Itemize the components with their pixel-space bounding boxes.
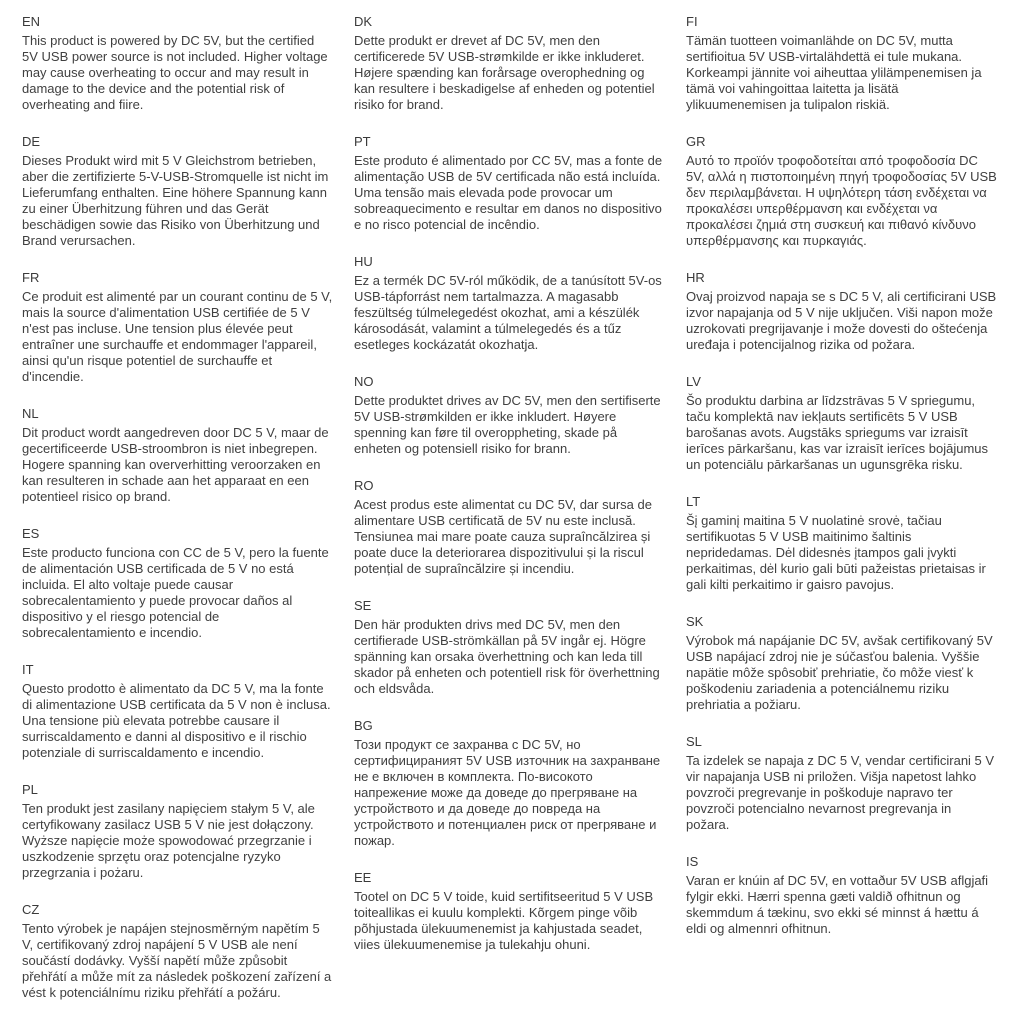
lang-code-ee: EE [354, 870, 372, 885]
section-es [22, 526, 333, 641]
section-en [22, 14, 333, 113]
lang-text-ee: Tootel on DC 5 V toide, kuid sertifitseeritud 5 V USB toiteallikas ei kuulu komplekti. Kõrgem pinge võib põhjustada ülekuumenemist ja kahjustada seadet, viies ülekuumenemise ja tulekahju ohuni. [354, 889, 654, 952]
section-is [686, 854, 997, 937]
lang-text-bg: Този продукт се захранва с DC 5V, но сертифицираният 5V USB източник на захранване не е включен в комплекта. По-високото напрежение може да доведе до прегряване на устройството и да доведе до повреда на устройството и потенциален риск от прегряване и пожар. [354, 737, 661, 848]
section-it [22, 662, 333, 761]
section-fr [22, 270, 333, 385]
column-2 [354, 14, 665, 1022]
lang-code-nl: NL [22, 406, 39, 421]
lang-text-pl: Ten produkt jest zasilany napięciem stałym 5 V, ale certyfikowany zasilacz USB 5 V nie jest dołączony. Wyższe napięcie może spowodować przegrzanie i uszkodzenie sprzętu oraz potencjalne ryzyko przegrzania i pożaru. [22, 801, 315, 880]
lang-text-pt: Este produto é alimentado por CC 5V, mas a fonte de alimentação USB de 5V certificada não está incluída. Uma tensão mais elevada pode provocar um sobreaquecimento e resultar em danos no dispositivo e no risco potencial de incêndio. [354, 153, 663, 232]
section-sk [686, 614, 997, 713]
lang-text-hu: Ez a termék DC 5V-ról működik, de a tanúsított 5V-os USB-tápforrást nem tartalmazza. A magasabb feszültség túlmelegedést okozhat, ami a készülék károsodását, valamint a túlmelegedés és a tűz esetleges kockázatát okozhatja. [354, 273, 662, 352]
section-de [22, 134, 333, 249]
lang-text-en: This product is powered by DC 5V, but the certified 5V USB power source is not included. Higher voltage may cause overheating to occur and may result in damage to the device and the potential risk of overheating and fiire. [22, 33, 328, 112]
section-sl [686, 734, 997, 833]
lang-text-lt: Šį gaminį maitina 5 V nuolatinė srovė, tačiau sertifikuotas 5 V USB maitinimo šaltinis nepridedamas. Dėl didesnės įtampos gali įvykti perkaitimas, dėl kurio gali būti pažeistas prietaisas ir gali kilti perkaitimo ir gaisro pavojus. [686, 513, 986, 592]
lang-code-gr: GR [686, 134, 706, 149]
lang-code-sk: SK [686, 614, 704, 629]
lang-text-sk: Výrobok má napájanie DC 5V, avšak certifikovaný 5V USB napájací zdroj nie je súčasťou balenia. Vyššie napätie môže spôsobiť prehriatie, čo môže viesť k poškodeniu zariadenia a potenciálnemu riziku prehriatia a požiaru. [686, 633, 993, 712]
lang-text-dk: Dette produkt er drevet af DC 5V, men den certificerede 5V USB-strømkilde er ikke inkluderet. Højere spænding kan forårsage overophedning og kan resultere i beskadigelse af enheden og potentiel risiko for brand. [354, 33, 655, 112]
lang-code-hu: HU [354, 254, 373, 269]
lang-code-cz: CZ [22, 902, 40, 917]
lang-text-de: Dieses Produkt wird mit 5 V Gleichstrom betrieben, aber die zertifizierte 5-V-USB-Stromquelle ist nicht im Lieferumfang enthalten. Eine höhere Spannung kann zu einer Überhitzung führen und das Gerät beschädigen sowie das Risiko von Überhitzung und Brand verursachen. [22, 153, 329, 248]
section-pt [354, 134, 665, 233]
section-bg [354, 718, 665, 849]
section-cz [22, 902, 333, 1001]
lang-text-nl: Dit product wordt aangedreven door DC 5 V, maar de gecertificeerde USB-stroombron is niet inbegrepen. Hogere spanning kan oververhitting veroorzaken en kan resulteren in schade aan het apparaat en een potentieel risico op brand. [22, 425, 329, 504]
section-hu [354, 254, 665, 353]
lang-text-lv: Šo produktu darbina ar līdzstrāvas 5 V spriegumu, taču komplektā nav iekļauts sertificēts 5 V USB barošanas avots. Augstāks spriegums var izraisīt ierīces pārkaršanu, kas var izraisīt ierīces bojājumus un potenciālu pārkaršanas un ugunsgrēka risku. [686, 393, 989, 472]
lang-code-pl: PL [22, 782, 38, 797]
lang-code-dk: DK [354, 14, 373, 29]
lang-text-sl: Ta izdelek se napaja z DC 5 V, vendar certificirani 5 V vir napajanja USB ni priložen. Višja napetost lahko povzroči pregrevanje in poškoduje napravo ter povzroči potencialno nevarnost pregrevanja in požara. [686, 753, 995, 832]
lang-text-it: Questo prodotto è alimentato da DC 5 V, ma la fonte di alimentazione USB certificata da 5 V non è inclusa. Una tensione più elevata potrebbe causare il surriscaldamento e danni al dispositivo e il rischio potenziale di surriscaldamento e incendio. [22, 681, 331, 760]
section-lt [686, 494, 997, 593]
section-dk [354, 14, 665, 113]
lang-text-fr: Ce produit est alimenté par un courant continu de 5 V, mais la source d'alimentation USB certifiée de 5 V n'est pas incluse. Une tension plus élevée peut entraîner une surchauffe et endommager l'appareil, ainsi qu'un risque potentiel de surchauffe et d'incendie. [22, 289, 333, 384]
lang-code-bg: BG [354, 718, 373, 733]
section-nl [22, 406, 333, 505]
lang-code-sl: SL [686, 734, 702, 749]
lang-text-es: Este producto funciona con CC de 5 V, pero la fuente de alimentación USB certificada de 5 V no está incluida. El alto voltaje puede causar sobrecalentamiento y puede provocar daños al dispositivo y el riesgo potencial de sobrecalentamiento e incendio. [22, 545, 329, 640]
lang-code-de: DE [22, 134, 41, 149]
column-1 [22, 14, 333, 1022]
lang-text-is: Varan er knúin af DC 5V, en vottaður 5V USB aflgjafi fylgir ekki. Hærri spenna gæti valdið ofhitnun og skemmdum á tækinu, svo ekki sé minnst á hættu á eldi og almennri ofhitnun. [686, 873, 989, 936]
lang-text-no: Dette produktet drives av DC 5V, men den sertifiserte 5V USB-strømkilden er ikke inkludert. Høyere spenning kan føre til overoppheting, skade på enheten og potensiell risiko for brann. [354, 393, 661, 456]
section-gr [686, 134, 997, 249]
lang-code-pt: PT [354, 134, 371, 149]
column-3 [686, 14, 997, 1022]
lang-code-no: NO [354, 374, 374, 389]
lang-code-ro: RO [354, 478, 374, 493]
lang-code-en: EN [22, 14, 41, 29]
section-pl [22, 782, 333, 881]
section-ro [354, 478, 665, 577]
section-ee [354, 870, 665, 953]
lang-text-gr: Αυτό το προϊόν τροφοδοτείται από τροφοδοσία DC 5V, αλλά η πιστοποιημένη πηγή τροφοδοσίας 5V USB δεν περιλαμβάνεται. Η υψηλότερη τάση ενδέχεται να προκαλέσει υπερθέρμανση και ενδέχεται να προκαλέσει ζημιά στη συσκευή και πιθανό κίνδυνο υπερθέρμανσης και πυρκαγιάς. [686, 153, 997, 248]
lang-code-fi: FI [686, 14, 698, 29]
lang-code-is: IS [686, 854, 699, 869]
lang-code-it: IT [22, 662, 34, 677]
lang-text-se: Den här produkten drivs med DC 5V, men den certifierade USB-strömkällan på 5V ingår ej. Högre spänning kan orsaka överhettning och kan leda till skador på enheten och potentiell risk för överhettning och eldsvåda. [354, 617, 660, 696]
lang-text-fi: Tämän tuotteen voimanlähde on DC 5V, mutta sertifioitua 5V USB-virtalähdettä ei tule mukana. Korkeampi jännite voi aiheuttaa ylilämpenemisen ja tämä voi vahingoittaa laitetta ja lisätä ylikuumenemisen ja tulipalon riskiä. [686, 33, 982, 112]
lang-code-es: ES [22, 526, 40, 541]
section-hr [686, 270, 997, 353]
lang-code-lv: LV [686, 374, 701, 389]
section-fi [686, 14, 997, 113]
lang-code-fr: FR [22, 270, 40, 285]
section-se [354, 598, 665, 697]
lang-code-se: SE [354, 598, 372, 613]
lang-code-lt: LT [686, 494, 701, 509]
lang-text-hr: Ovaj proizvod napaja se s DC 5 V, ali certificirani USB izvor napajanja od 5 V nije uključen. Viši napon može uzrokovati pregrijavanje i može dovesti do oštećenja uređaja i potencijalnog rizika od požara. [686, 289, 997, 352]
lang-text-ro: Acest produs este alimentat cu DC 5V, dar sursa de alimentare USB certificată de 5V nu este inclusă. Tensiunea mai mare poate cauza supraîncălzirea și poate duce la deteriorarea dispozitivului și la riscul potențial de supraîncălzire și incendiu. [354, 497, 652, 576]
section-lv [686, 374, 997, 473]
lang-text-cz: Tento výrobek je napájen stejnosměrným napětím 5 V, certifikovaný zdroj napájení 5 V USB ale není součástí dodávky. Vyšší napětí může způsobit přehřátí a může mít za následek poškození zařízení a vést k potenciálnímu riziku přehřátí a požáru. [22, 921, 332, 1000]
lang-code-hr: HR [686, 270, 705, 285]
section-no [354, 374, 665, 457]
